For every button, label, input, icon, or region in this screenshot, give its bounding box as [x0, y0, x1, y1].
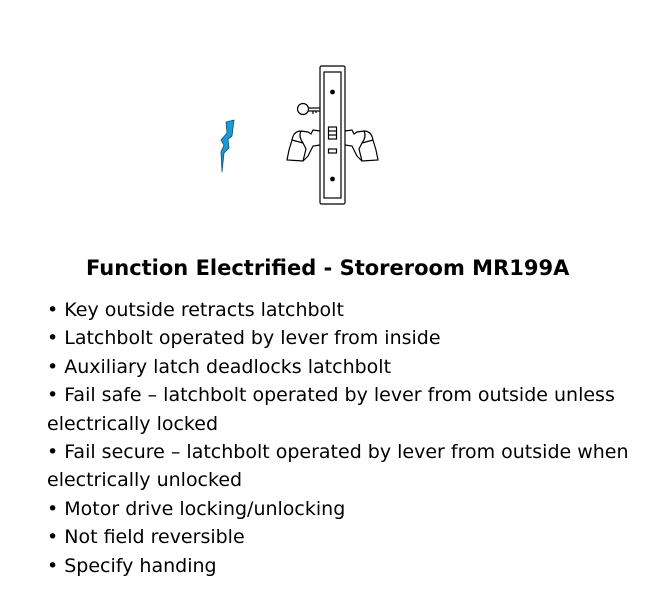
- function-title: Function Electrified - Storeroom MR199A: [86, 256, 570, 280]
- feature-item: • Key outside retracts latchbolt: [47, 299, 344, 321]
- inside-lever: [345, 130, 378, 161]
- feature-item: • Fail secure – latchbolt operated by lever from outside when electrically unlocked: [47, 441, 629, 492]
- mortise-lock-icon: [287, 66, 378, 204]
- feature-item: • Not field reversible: [47, 526, 245, 549]
- lightning-bolt-icon: [221, 120, 234, 172]
- feature-item: • Fail safe – latchbolt operated by lever from outside unless electrically locked: [47, 384, 615, 435]
- top-screw: [331, 90, 335, 94]
- feature-item: • Auxiliary latch deadlocks latchbolt: [47, 355, 392, 378]
- outside-lever: [287, 130, 320, 161]
- auxiliary-latch: [329, 149, 337, 153]
- latchbolt: [329, 127, 337, 139]
- feature-list: [47, 296, 647, 580]
- key-icon: [298, 104, 321, 115]
- feature-item: • Specify handing: [47, 554, 217, 577]
- function-diagram: [0, 0, 664, 230]
- feature-item: • Motor drive locking/unlocking: [47, 497, 346, 520]
- feature-item: • Latchbolt operated by lever from inside: [47, 327, 441, 350]
- bottom-screw: [331, 177, 335, 181]
